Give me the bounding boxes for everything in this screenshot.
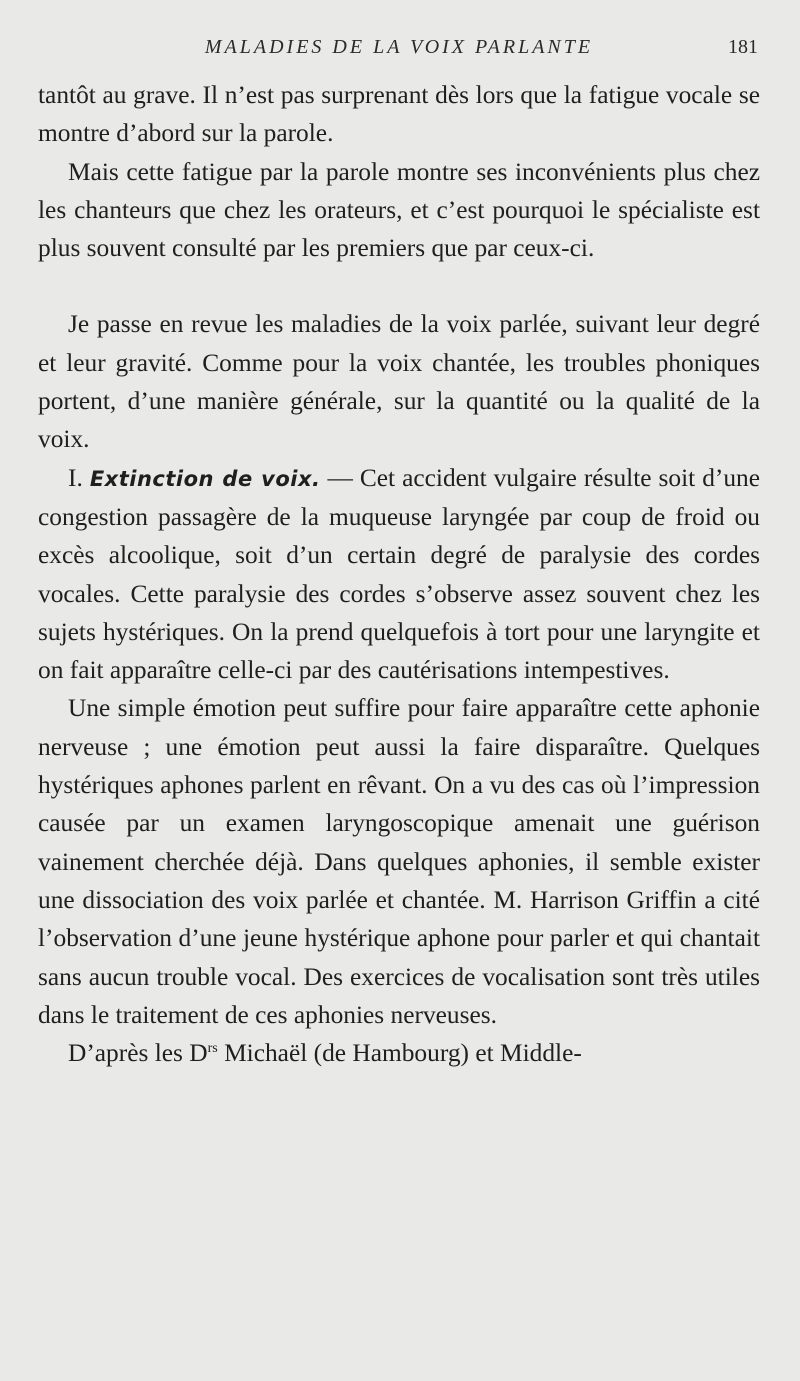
section-text: — Cet accident vulgaire résulte soit d’une congestion passagère de la muqueuse laryngée par coup de froid ou excès alcoolique, soit d’un certain degré de paralysie des cordes vocales. Cette paralysie des cordes s’observe assez souvent chez les sujets hystériques. On la prend quelquefois à tort pour une laryngite et on fait apparaître celle-ci par des cautérisations intempestives. xyxy=(38,463,761,685)
paragraph-6 xyxy=(38,1034,760,1072)
paragraph-1: tantôt au grave. Il n’est pas surprenant dès lors que la fatigue vocale se montre d’abord sur la parole. xyxy=(38,81,760,148)
paragraph-6-start: D’après les D xyxy=(68,1039,208,1068)
body-text xyxy=(38,76,760,1072)
paragraph-5: Une simple émotion peut suffire pour faire apparaître cette aphonie nerveuse ; une émotion peut aussi la faire disparaître. Quelques hystériques aphones parlent en rêvant. On a vu des cas où l’impression causée par un examen laryngoscopique amenait une guérison vainement cherchée déjà. Dans quelques aphonies, il semble exister une dissociation des voix parlée et chantée. M. Harrison Griffin a cité l’observation d’une jeune hystérique aphone pour parler et qui chantait sans aucun trouble vocal. Des exercices de vocalisation sont très utiles dans le traitement de ces aphonies nerveuses. xyxy=(38,694,760,1029)
paragraph-3: Je passe en revue les maladies de la voix parlée, suivant leur degré et leur gravité. Comme pour la voix chantée, les troubles phoniques portent, d’une manière générale, sur la quantité ou la qualité de la voix. xyxy=(38,310,760,454)
section-number: I. xyxy=(68,463,83,492)
paragraph-6-end: Michaël (de Hambourg) et Middle- xyxy=(217,1039,582,1068)
running-head xyxy=(38,36,760,70)
running-title: MALADIES DE LA VOIX PARLANTE xyxy=(204,36,594,58)
paragraph-4 xyxy=(38,459,760,690)
paragraph-2: Mais cette fatigue par la parole montre ses inconvénients plus chez les chanteurs que chez les orateurs, et c’est pourquoi le spécialiste est plus souvent consulté par les premiers que par ceux-ci. xyxy=(38,157,760,263)
paragraph-gap xyxy=(38,267,760,305)
page-number: 181 xyxy=(728,36,758,58)
doctors-superscript: rs xyxy=(207,1041,218,1057)
section-heading: Extinction de voix. xyxy=(89,466,321,491)
